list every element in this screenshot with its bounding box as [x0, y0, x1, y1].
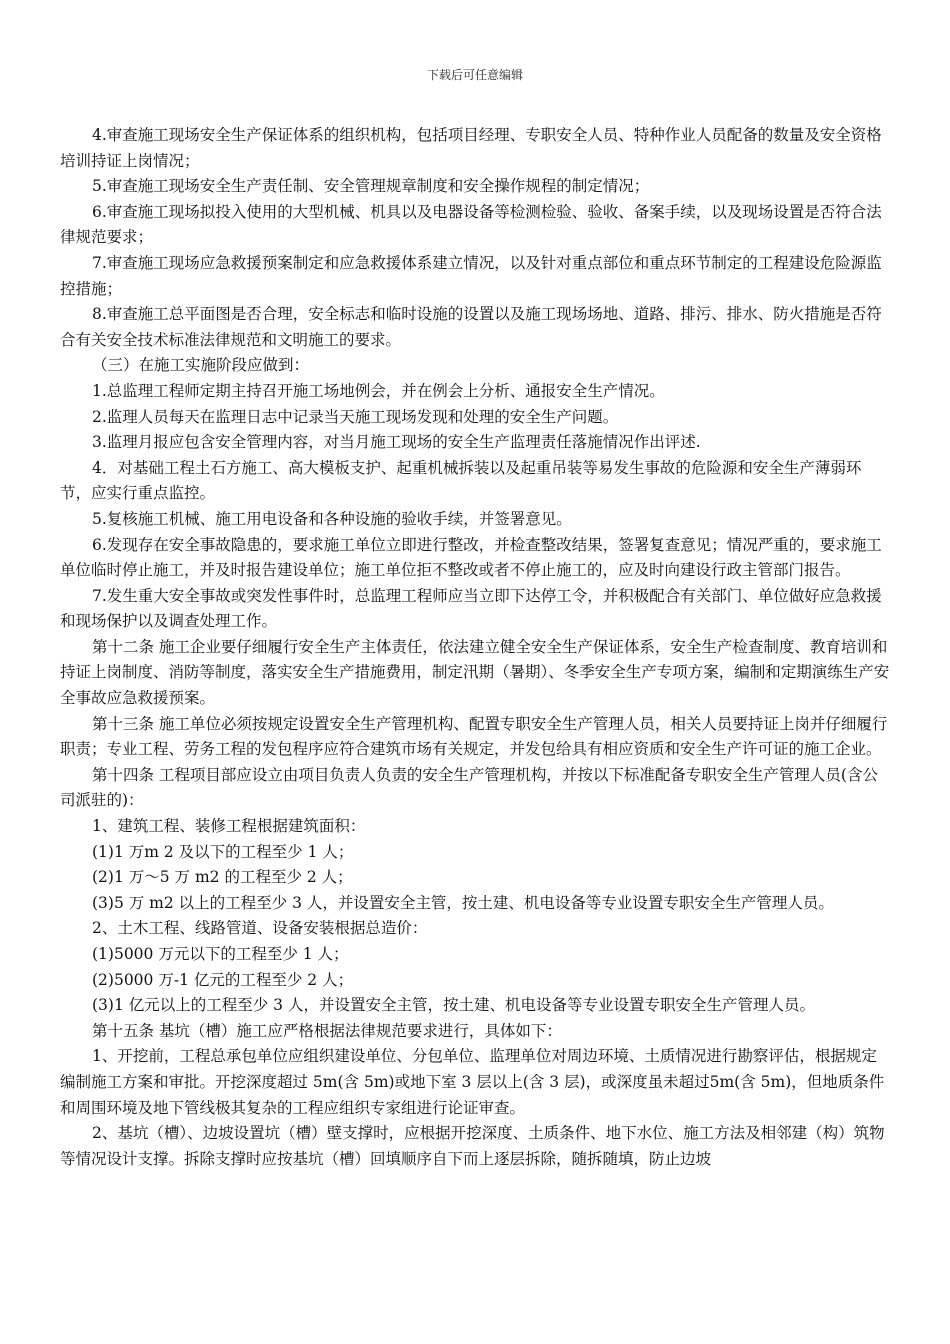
section-heading: （三）在施工实施阶段应做到：: [92, 356, 310, 375]
paragraph: 4.审查施工现场安全生产保证体系的组织机构，包括项目经理、专职安全人员、特种作业人员配备的数量及安全资格培训持证上岗情况；: [60, 126, 882, 170]
document-body: [60, 123, 892, 1172]
paragraph: (3)1 亿元以上的工程至少 3 人，并设置安全主管，按土建、机电设备等专业设置专职安全生产管理人员。: [92, 996, 815, 1015]
paragraph: (3)5 万 m2 以上的工程至少 3 人，并设置安全主管，按土建、机电设备等专业设置专职安全生产管理人员。: [92, 893, 834, 912]
article-paragraph: 第十二条 施工企业要仔细履行安全生产主体责任，依法建立健全安全生产保证体系，安全生产检查制度、教育培训和持证上岗制度、消防等制度，落实安全生产措施费用，制定汛期（暑期）、冬季安全生产专项方案，编制和定期演练生产安全事故应急救援预案。: [60, 637, 890, 708]
paragraph: 5.复核施工机械、施工用电设备和各种设施的验收手续，并签署意见。: [92, 509, 572, 528]
paragraph: 7.发生重大安全事故或突发性事件时，总监理工程师应当立即下达停工令，并积极配合有关部门、单位做好应急救援和现场保护以及调查处理工作。: [60, 586, 882, 631]
paragraph: 2.监理人员每天在监理日志中记录当天施工现场发现和处理的安全生产问题。: [92, 407, 619, 426]
paragraph: (2)1 万～5 万 m2 的工程至少 2 人；: [92, 868, 353, 887]
paragraph: 8.审查施工总平面图是否合理，安全标志和临时设施的设置以及施工现场场地、道路、排污、排水、防火措施是否符合有关安全技术标准法律规范和文明施工的要求。: [60, 305, 882, 349]
paragraph: (1)5000 万元以下的工程至少 1 人；: [92, 945, 349, 963]
article-paragraph: 第十四条 工程项目部应设立由项目负责人负责的安全生产管理机构，并按以下标准配备专职安全生产管理人员(含公司派驻的)：: [60, 765, 878, 810]
paragraph: 1.总监理工程师定期主持召开施工场地例会，并在例会上分析、通报安全生产情况。: [92, 381, 665, 400]
paragraph: 1、建筑工程、装修工程根据建筑面积：: [92, 817, 366, 836]
paragraph: (1)1 万m 2 及以下的工程至少 1 人；: [92, 842, 354, 861]
paragraph: 6.发现存在安全事故隐患的，要求施工单位立即进行整改，并检查整改结果，签署复查意见；情况严重的，要求施工单位临时停止施工，并及时报告建设单位；施工单位拒不整改或者不停止施工的，应及时向建设行政主管部门报告。: [60, 535, 882, 580]
page-header: 下载后可任意编辑: [426, 68, 523, 82]
paragraph: 5.审查施工现场安全生产责任制、安全管理规章制度和安全操作规程的制定情况；: [92, 177, 650, 196]
paragraph: 3.监理月报应包含安全管理内容，对当月施工现场的安全生产监理责任落施情况作出评述.: [92, 433, 701, 452]
article-paragraph: 第十五条 基坑（槽）施工应严格根据法律规范要求进行，具体如下：: [92, 1021, 562, 1040]
paragraph: 2、土木工程、线路管道、设备安装根据总造价：: [92, 919, 428, 938]
article-paragraph: 第十三条 施工单位必须按规定设置安全生产管理机构、配置专职安全生产管理人员，相关人员要持证上岗并仔细履行职责；专业工程、劳务工程的发包程序应符合建筑市场有关规定，并发包给具有相应资质和安全生产许可证的施工企业。: [60, 714, 888, 759]
paragraph: (2)5000 万-1 亿元的工程至少 2 人；: [92, 970, 354, 989]
paragraph: 2、基坑（槽）、边坡设置坑（槽）壁支撑时，应根据开挖深度、土质条件、地下水位、施工方法及相邻建（构）筑物等情况设计支撑。拆除支撑时应按基坑（槽）回填顺序自下而上逐层拆除，随拆随填，防止边坡: [60, 1124, 885, 1168]
paragraph: 1、开挖前，工程总承包单位应组织建设单位、分包单位、监理单位对周边环境、土质情况进行勘察评估，根据规定编制施工方案和审批。开挖深度超过 5m(含 5m)或地下室 3 层以上(含 3 层)，或深度虽未超过5m(含 5m)，但地质条件和周围环境及地下管线极其复杂的工程应组织专家组进行论证审查。: [60, 1047, 885, 1117]
paragraph: 4．对基础工程土石方施工、高大模板支护、起重机械拆装以及起重吊装等易发生事故的危险源和安全生产薄弱环节，应实行重点监控。: [60, 458, 862, 503]
paragraph: 7.审查施工现场应急救援预案制定和应急救援体系建立情况，以及针对重点部位和重点环节制定的工程建设危险源监控措施；: [60, 253, 882, 298]
paragraph: 6.审查施工现场拟投入使用的大型机械、机具以及电器设备等检测检验、验收、备案手续，以及现场设置是否符合法律规范要求；: [60, 202, 882, 247]
